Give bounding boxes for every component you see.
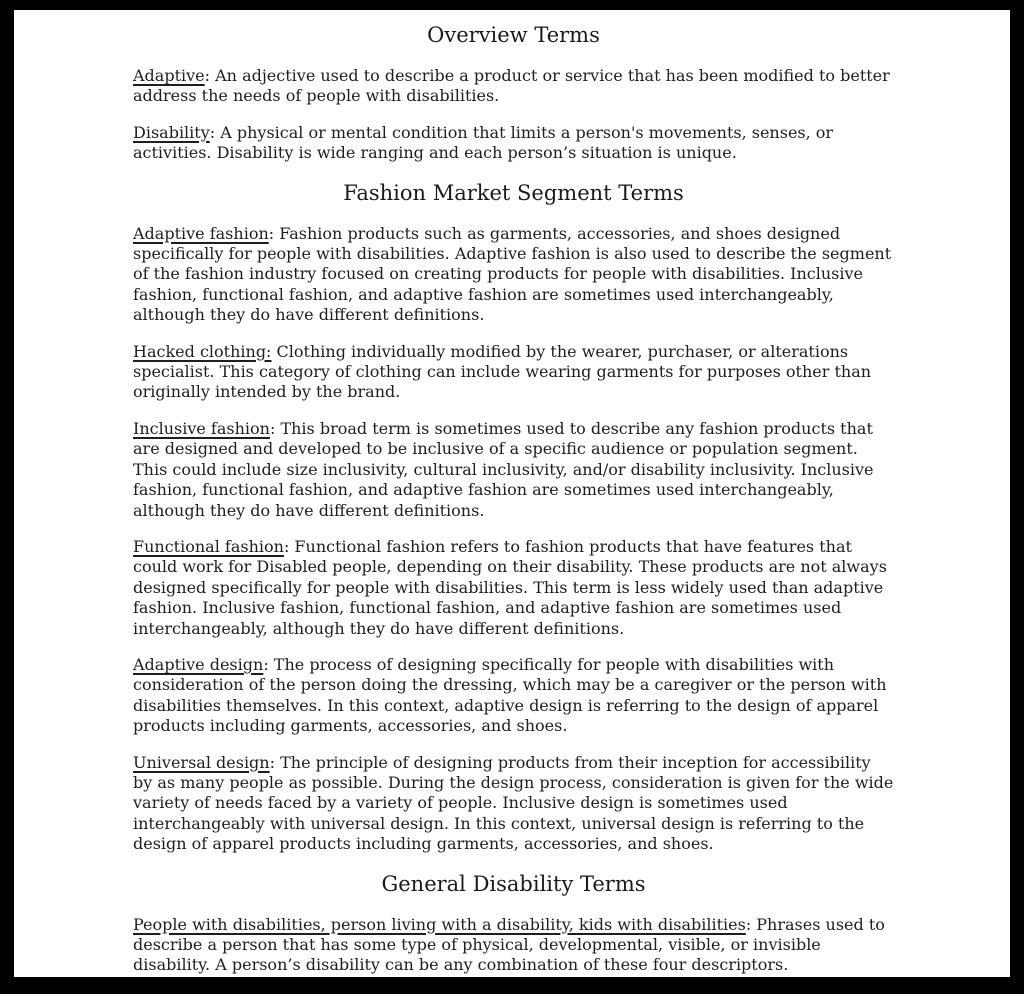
term-definition-paragraph xyxy=(133,66,894,107)
term-definition-text: : The principle of designing products from their inception for accessibility by as many people as possible. During the design process, consideration is given for the wide variety of needs faced by a variety of people. Inclusive design is sometimes used interchangeably with universal design. In this context, universal design is referring to the design of apparel products including garments, accessories, and shoes. xyxy=(133,752,894,854)
document-page xyxy=(14,10,1010,977)
term-definition-paragraph xyxy=(133,123,894,164)
term-label: Disability xyxy=(133,122,210,142)
term-label: Adaptive xyxy=(133,66,205,85)
term-definition-text: : A physical or mental condition that limits a person's movements, senses, or activities. Disability is wide ranging and each person’s situation is unique. xyxy=(133,122,834,163)
term-definition-paragraph xyxy=(133,419,894,521)
term-label: Universal design xyxy=(133,752,270,772)
term-label: Inclusive fashion xyxy=(133,418,270,438)
term-definition-text: : Fashion products such as garments, accessories, and shoes designed specifically for people with disabilities. Adaptive fashion is also used to describe the segment of the fashion industry focused on creating products for people with disabilities. Inclusive fashion, functional fashion, and adaptive fashion are sometimes used interchangeably, although they do have different definitions. xyxy=(133,223,892,325)
term-definition-paragraph xyxy=(133,537,894,639)
glossary-section xyxy=(133,871,894,976)
term-definition-paragraph xyxy=(133,753,894,855)
section-heading: General Disability Terms xyxy=(381,871,646,896)
term-definition-paragraph xyxy=(133,224,894,326)
term-definition-paragraph xyxy=(133,342,894,403)
section-heading: Overview Terms xyxy=(427,23,600,47)
term-label: Adaptive design xyxy=(133,654,264,674)
section-heading: Fashion Market Segment Terms xyxy=(343,180,684,205)
term-definition-text: : The process of designing specifically for people with disabilities with consideration of the person doing the dressing, which may be a caregiver or the person with disabilities themselves. In this context, adaptive design is referring to the design of apparel products including garments, accessories, and shoes. xyxy=(133,654,887,736)
term-definition-text: : Phrases used to describe a person that has some type of physical, developmental, visible, or invisible disability. A person’s disability can be any combination of these four descriptors. xyxy=(133,914,885,975)
glossary-section xyxy=(133,22,894,164)
glossary-section xyxy=(133,180,894,855)
term-definition-text: : Functional fashion refers to fashion products that have features that could work for Disabled people, depending on their disability. These products are not always designed specifically for people with disabilities. This term is less widely used than adaptive fashion. Inclusive fashion, functional fashion, and adaptive fashion are sometimes used interchangeably, although they do have different definitions. xyxy=(133,536,887,638)
term-definition-text: : This broad term is sometimes used to describe any fashion products that are designed and developed to be inclusive of a specific audience or population segment. This could include size inclusivity, cultural inclusivity, and/or disability inclusivity. Inclusive fashion, functional fashion, and adaptive fashion are sometimes used interchangeably, although they do have different definitions. xyxy=(133,418,874,520)
term-definition-text: : An adjective used to describe a product or service that has been modified to better address the needs of people with disabilities. xyxy=(133,66,890,106)
term-label: Functional fashion xyxy=(133,536,284,556)
term-definition-paragraph xyxy=(133,915,894,976)
term-label: People with disabilities, person living with a disability, kids with disabilities xyxy=(133,914,746,934)
term-label: Hacked clothing: xyxy=(133,341,272,361)
term-definition-text: Clothing individually modified by the wearer, purchaser, or alterations specialist. This category of clothing can include wearing garments for purposes other than originally intended by the brand. xyxy=(133,341,872,402)
term-label: Adaptive fashion xyxy=(133,223,269,243)
term-definition-paragraph xyxy=(133,655,894,737)
